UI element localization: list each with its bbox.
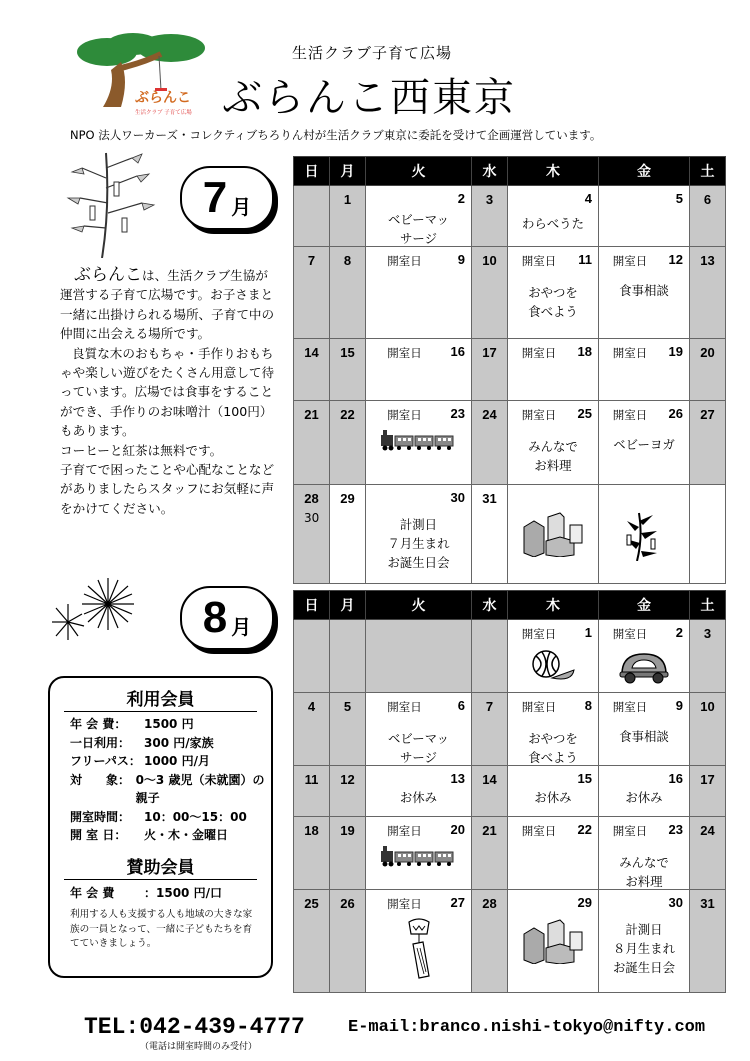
day-number: 30 [668, 895, 683, 910]
day-number: 20 [450, 822, 465, 837]
member-row-key: 開 室 日： [70, 828, 127, 842]
event-line: ベビーマッ [388, 731, 449, 746]
open-day-label: 開室日 [387, 824, 422, 838]
open-day-label: 開室日 [612, 627, 648, 641]
calendar-day [366, 620, 472, 693]
member-row-value: 10：00〜15：00 [144, 809, 247, 824]
calendar-week [294, 766, 726, 817]
logo [75, 32, 215, 117]
day-number: 15 [577, 771, 592, 786]
calendar-day [294, 485, 330, 584]
member-row [70, 826, 271, 845]
watermelon-icon [530, 648, 576, 685]
member-row-key: 開室時間： [70, 809, 131, 824]
calendar-day [599, 339, 690, 401]
intro-p4: 子育てで困ったことや心配なことなどがありましたらスタッフにお気軽に声をかけてください。 [60, 462, 275, 516]
event-line: みんなで [619, 855, 669, 870]
open-day-label: 開室日 [612, 824, 648, 838]
day-number: 28 [304, 491, 319, 506]
day-number: 20 [700, 345, 715, 360]
bamboo-icon [619, 511, 669, 564]
car-icon [618, 648, 670, 687]
day-number: 9 [675, 698, 683, 713]
calendar-day [690, 890, 726, 993]
day-number-alt: 30 [304, 511, 320, 525]
open-day-label: 開室日 [612, 254, 648, 268]
day-number: 18 [304, 823, 319, 838]
intro-p1: は、生活クラブ生協が運営する子育て広場です。お子さまと一緒に出掛けられる場所、子育て中の仲間に出会える場所です。 [60, 268, 275, 342]
event-line: ７月生まれ [387, 536, 450, 551]
support-title: 賛助会員 [126, 857, 195, 878]
day-number: 7 [485, 699, 494, 714]
event-text [508, 729, 598, 767]
day-number: 27 [700, 407, 715, 422]
member-row-key: 対 象： [70, 772, 131, 787]
member-row-value: 1000 円/月 [144, 754, 210, 768]
calendar-day [330, 766, 366, 817]
calendar-day [472, 401, 508, 485]
member-row-value: 0〜3 歳児（未就園）の親子 [135, 772, 265, 805]
intro-p3: コーヒーと紅茶は無料です。 [60, 442, 223, 458]
event-line: お休み [399, 790, 438, 805]
day-number: 3 [485, 192, 494, 207]
calendar-week [294, 890, 726, 993]
calendar-day [599, 817, 690, 890]
event-line: お誕生日会 [613, 960, 675, 975]
day-number: 2 [457, 191, 465, 206]
support-fee-key: 年 会 費 [70, 885, 115, 900]
calendar-day [508, 890, 599, 993]
calendar-day [508, 485, 599, 584]
calendar-day [508, 339, 599, 401]
calendar-day [366, 401, 472, 485]
calendar-day [294, 693, 330, 766]
calendar-week [294, 817, 726, 890]
event-text [366, 729, 471, 767]
day-number: 11 [578, 252, 592, 267]
calendar-day [294, 817, 330, 890]
support-fee-value: ：1500 円/口 [144, 885, 222, 900]
member-row [70, 715, 271, 734]
calendar-week [294, 401, 726, 485]
fireworks-illustration [52, 574, 142, 668]
day-number: 14 [304, 345, 319, 360]
july-badge [180, 166, 274, 230]
event-line: おやつを [528, 731, 578, 746]
calendar-day [599, 186, 690, 247]
day-number: 16 [668, 771, 683, 786]
event-text [366, 210, 471, 248]
calendar-day [294, 247, 330, 339]
day-number: 7 [307, 253, 316, 268]
day-number: 17 [700, 772, 715, 787]
open-day-label: 開室日 [521, 700, 557, 714]
event-text [599, 727, 689, 746]
event-line: お料理 [534, 458, 572, 473]
header-subtitle: 生活クラブ子育て広場 [292, 44, 453, 62]
weekday-header: 土 [690, 591, 726, 620]
blocks-icon [520, 918, 586, 967]
event-line: ベビーマッ [388, 212, 449, 227]
member-row-value: 1500 円 [144, 717, 194, 731]
event-text [508, 437, 598, 475]
event-line: 食べよう [528, 304, 578, 319]
calendar-day [599, 620, 690, 693]
calendar-day [330, 247, 366, 339]
calendar-week [294, 485, 726, 584]
day-number: 6 [703, 192, 712, 207]
event-text [599, 281, 689, 300]
member-row-key: 年 会 費： [70, 717, 127, 731]
weekday-header: 月 [330, 591, 366, 620]
weekday-header: 月 [330, 157, 366, 186]
month-number: 8 [202, 593, 228, 642]
calendar-week [294, 620, 726, 693]
weekday-header: 水 [472, 157, 508, 186]
member-row [70, 734, 271, 753]
calendar-day [472, 339, 508, 401]
calendar-day [294, 890, 330, 993]
day-number: 26 [340, 896, 355, 911]
event-line: おやつを [528, 285, 578, 300]
event-line: 計測日 [399, 517, 438, 532]
day-number: 23 [668, 822, 683, 837]
membership-info [48, 676, 273, 978]
member-row-key: 一日利用： [70, 735, 131, 750]
tanabata-illustration [62, 148, 162, 262]
open-day-label: 開室日 [387, 897, 422, 911]
day-number: 17 [482, 345, 497, 360]
event-text [599, 435, 689, 454]
open-day-label: 開室日 [387, 254, 422, 268]
train-icon [379, 845, 459, 870]
member-rows [50, 715, 271, 845]
day-number: 8 [584, 698, 592, 713]
open-day-label: 開室日 [521, 627, 557, 641]
day-number: 12 [340, 772, 355, 787]
train-icon [379, 429, 459, 454]
month-unit: 月 [231, 194, 252, 219]
support-note: 利用する人も支援する人も地域の大きな家族の一員となって、一緒に子どもたちを育てていきましょう。 [70, 909, 253, 949]
calendar-day [690, 401, 726, 485]
weekday-header: 金 [599, 591, 690, 620]
calendar-day [330, 401, 366, 485]
event-text [508, 214, 598, 233]
calendar-day [472, 186, 508, 247]
intro-text [60, 266, 276, 518]
footer-tel[interactable]: TEL:042-439-4777 [84, 1014, 305, 1040]
calendar-day [366, 693, 472, 766]
open-day-label: 開室日 [521, 408, 557, 422]
event-text [599, 853, 689, 891]
event-line: お休み [534, 790, 572, 805]
calendar-day [599, 401, 690, 485]
day-number: 9 [457, 252, 465, 267]
day-number: 23 [450, 406, 465, 421]
weekday-header: 日 [294, 591, 330, 620]
day-number: 22 [577, 822, 592, 837]
calendar-day [330, 186, 366, 247]
event-line: お料理 [625, 874, 663, 889]
calendar-day [366, 890, 472, 993]
calendar-august [293, 590, 726, 993]
day-number: 25 [304, 896, 319, 911]
event-line: 計測日 [625, 922, 663, 937]
footer-email[interactable]: E-mail:branco.nishi-tokyo@nifty.com [348, 1018, 706, 1037]
event-text [599, 920, 689, 977]
day-number: 24 [482, 407, 497, 422]
day-number: 11 [304, 772, 319, 787]
event-text [508, 283, 598, 321]
open-day-label: 開室日 [521, 254, 557, 268]
calendar-day [508, 186, 599, 247]
day-number: 18 [577, 344, 592, 359]
open-day-label: 開室日 [521, 824, 557, 838]
calendar-day [330, 485, 366, 584]
calendar-day [599, 890, 690, 993]
calendar-day [690, 766, 726, 817]
calendar-week [294, 247, 726, 339]
member-title: 利用会員 [126, 690, 195, 710]
weekday-header: 金 [599, 157, 690, 186]
calendar-day [472, 485, 508, 584]
calendar-july [293, 156, 726, 584]
member-row [70, 808, 271, 827]
day-number: 1 [584, 625, 592, 640]
calendar-day [690, 620, 726, 693]
calendar-day [508, 401, 599, 485]
event-line: 食事相談 [619, 283, 669, 298]
divider [64, 879, 257, 880]
event-line: ８月生まれ [613, 941, 675, 956]
calendar-day [294, 339, 330, 401]
event-line: お誕生日会 [387, 555, 450, 570]
calendar-day [294, 186, 330, 247]
day-number: 27 [450, 895, 465, 910]
event-text [508, 788, 598, 807]
support-fee [70, 884, 271, 903]
day-number: 31 [482, 491, 497, 506]
calendar-day [330, 620, 366, 693]
day-number: 29 [340, 491, 355, 506]
day-number: 29 [577, 895, 592, 910]
day-number: 1 [343, 192, 352, 207]
blocks-icon [520, 511, 586, 560]
event-line: サージ [400, 231, 437, 246]
windchime-icon [399, 918, 439, 983]
open-day-label: 開室日 [612, 346, 648, 360]
day-number: 13 [450, 771, 465, 786]
day-number: 4 [584, 191, 592, 206]
calendar-day [366, 339, 472, 401]
event-line: サージ [400, 750, 437, 765]
calendar-day [366, 817, 472, 890]
calendar-day [366, 766, 472, 817]
weekday-header: 木 [508, 591, 599, 620]
day-number: 30 [450, 490, 465, 505]
day-number: 10 [482, 253, 497, 268]
calendar-day [330, 817, 366, 890]
logo-text: ぶらんこ [135, 90, 191, 106]
member-row-key: フリーパス： [70, 754, 141, 768]
open-day-label: 開室日 [387, 346, 422, 360]
calendar-day [472, 817, 508, 890]
calendar-day [294, 620, 330, 693]
day-number: 24 [700, 823, 715, 838]
day-number: 5 [343, 699, 352, 714]
day-number: 2 [675, 625, 683, 640]
calendar-day [472, 620, 508, 693]
calendar-day [690, 247, 726, 339]
member-row-value: 300 円/家族 [144, 735, 214, 750]
event-line: わらべうた [522, 216, 584, 231]
day-number: 21 [482, 823, 497, 838]
day-number: 16 [450, 344, 465, 359]
calendar-day [472, 693, 508, 766]
weekday-header: 日 [294, 157, 330, 186]
logo-sub: 生活クラブ 子育て広場 [135, 110, 192, 116]
member-row-value: 火・木・金曜日 [144, 828, 229, 842]
weekday-header: 木 [508, 157, 599, 186]
calendar-week [294, 693, 726, 766]
day-number: 10 [700, 699, 715, 714]
day-number: 21 [304, 407, 319, 422]
calendar-day [472, 890, 508, 993]
calendar-day [508, 247, 599, 339]
event-text [366, 788, 471, 807]
calendar-day [366, 247, 472, 339]
day-number: 19 [340, 823, 355, 838]
member-row [70, 752, 271, 771]
calendar-day [690, 339, 726, 401]
weekday-header: 水 [472, 591, 508, 620]
day-number: 12 [668, 252, 683, 267]
event-line: 食べよう [528, 750, 578, 765]
day-number: 8 [343, 253, 352, 268]
event-text [599, 788, 689, 807]
calendar-week [294, 339, 726, 401]
calendar-day [366, 186, 472, 247]
event-line: ベビーヨガ [613, 437, 675, 452]
open-day-label: 開室日 [612, 408, 648, 422]
member-row [70, 771, 271, 808]
calendar-day [294, 401, 330, 485]
calendar-day [508, 766, 599, 817]
page-title: ぶらんこ西東京 [222, 75, 516, 121]
calendar-day [294, 766, 330, 817]
weekday-header: 火 [366, 591, 472, 620]
calendar-day [599, 247, 690, 339]
day-number: 26 [668, 406, 683, 421]
bamboo-icon [62, 148, 162, 258]
weekday-header: 土 [690, 157, 726, 186]
day-number: 14 [482, 772, 497, 787]
calendar-day [366, 485, 472, 584]
day-number: 31 [700, 896, 715, 911]
event-text [366, 515, 471, 572]
day-number: 13 [700, 253, 715, 268]
calendar-day [690, 693, 726, 766]
event-line: みんなで [528, 439, 578, 454]
day-number: 15 [340, 345, 355, 360]
calendar-day [472, 247, 508, 339]
event-line: 食事相談 [619, 729, 669, 744]
calendar-week [294, 186, 726, 247]
month-number: 7 [202, 173, 228, 222]
npo-line: NPO 法人ワーカーズ・コレクティブちろりん村が生活クラブ東京に委託を受けて企画運営しています。 [70, 128, 602, 142]
calendar-day [690, 817, 726, 890]
day-number: 4 [307, 699, 316, 714]
weekday-header: 火 [366, 157, 472, 186]
footer-tel-note: （電話は開室時間のみ受付） [140, 1042, 258, 1052]
open-day-label: 開室日 [387, 408, 422, 422]
event-line: お休み [625, 790, 663, 805]
month-unit: 月 [231, 614, 252, 639]
divider [64, 711, 257, 712]
intro-p2: 良質な木のおもちゃ・手作りおもちゃや楽しい遊びをたくさん用意して待っています。広場では食事をすることができ、手作りのお味噌汁（100円）もあります。 [60, 345, 275, 439]
open-day-label: 開室日 [521, 346, 557, 360]
calendar-day [690, 186, 726, 247]
calendar-day [508, 817, 599, 890]
calendar-day [472, 766, 508, 817]
day-number: 19 [668, 344, 683, 359]
calendar-day [508, 620, 599, 693]
calendar-day [599, 485, 690, 584]
day-number: 22 [340, 407, 355, 422]
open-day-label: 開室日 [387, 700, 422, 714]
day-number: 3 [703, 626, 712, 641]
calendar-day [330, 693, 366, 766]
august-badge [180, 586, 274, 650]
calendar-day [599, 766, 690, 817]
day-number: 28 [482, 896, 497, 911]
calendar-day [508, 693, 599, 766]
day-number: 25 [577, 406, 592, 421]
calendar-day [330, 339, 366, 401]
calendar-day [599, 693, 690, 766]
day-number: 5 [675, 191, 683, 206]
open-day-label: 開室日 [612, 700, 648, 714]
day-number: 6 [457, 698, 465, 713]
brand-name: ぶらんこ [74, 265, 142, 285]
fireworks-icon [52, 574, 142, 664]
calendar-day [330, 890, 366, 993]
calendar-day [690, 485, 726, 584]
